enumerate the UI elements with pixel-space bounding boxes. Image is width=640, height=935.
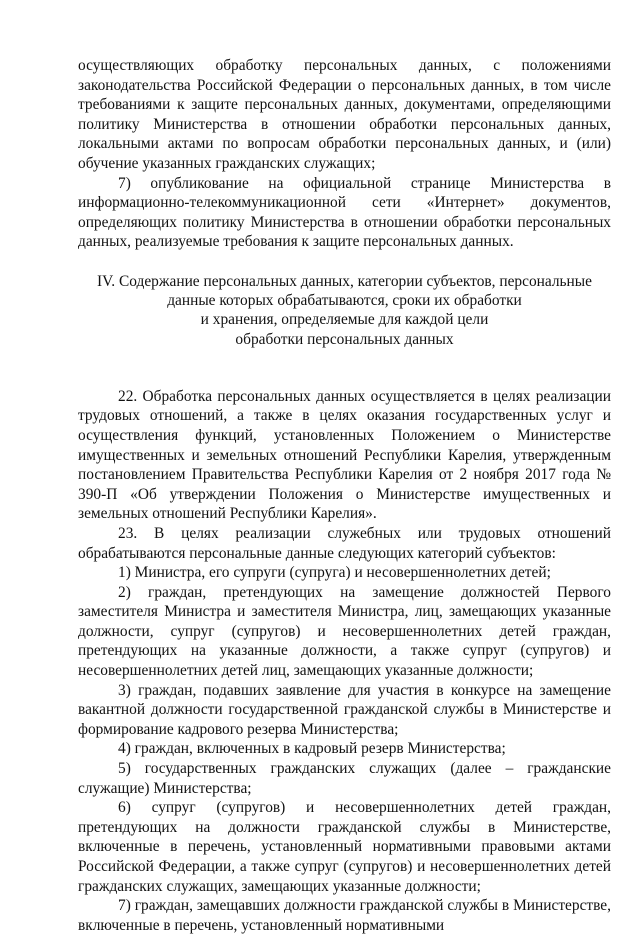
document-page [78,56,611,935]
category-1: 1) Министра, его супруги (супруга) и несовершеннолетних детей; [118,564,551,582]
paragraph-22: 22. Обработка персональных данных осуществляется в целях реализации трудовых отношений, а также в целях оказания государственных услуг и осуществления функций, установленных Положением о Министерстве имущественных и земельных отношений Республики Карелия, утвержденным постановлением Правительства Республики Карелия от 2 ноября 2017 года № 390-П «Об утверждении Положения о Министерстве имущественных и земельных отношений Республики Карелия». [78,387,611,523]
item-7-publication: 7) опубликование на официальной странице Министерства в информационно-телекоммуникационной сети «Интернет» документов, определяющих политику Министерства в отношении обработки персональных данных, реализуемые требования к защите персональных данных. [78,174,611,251]
paragraph-23: 23. В целях реализации служебных или трудовых отношений обрабатываются персональные данные следующих категорий субъектов: [78,524,611,562]
category-7: 7) граждан, замещавших должности гражданской службы в Министерстве, включенные в перечень, установленный нормативными [78,897,611,934]
category-3: 3) граждан, подавших заявление для участия в конкурсе на замещение вакантной должности государственной гражданской службы в Министерстве и формирование кадрового резерва Министерства; [78,681,611,738]
section-heading-line: данные которых обрабатываются, сроки их обработки [167,292,522,310]
section-heading-line: и хранения, определяемые для каждой цели [200,311,489,329]
category-4: 4) граждан, включенных в кадровый резерв Министерства; [118,740,506,758]
intro-paragraph: осуществляющих обработку персональных данных, с положениями законодательства Российской Федерации о персональных данных, в том числе требованиями к защите персональных данных, документами, определяющими политику Министерства в отношении обработки персональных данных, локальными актами по вопросам обработки персональных данных, и (или) обучение указанных гражданских служащих; [78,57,611,172]
category-2: 2) граждан, претендующих на замещение должностей Первого заместителя Министра и заместителя Министра, лиц, замещающих указанные должности, супруг (супругов) и несовершеннолетних детей граждан, претендующих на указанные должности, а также супруг (супругов) и несовершеннолетних детей лиц, замещающих указанные должности; [78,583,611,680]
section-heading-line: IV. Содержание персональных данных, категории субъектов, персональные [97,272,592,290]
category-6: 6) супруг (супругов) и несовершеннолетних детей граждан, претендующих на должности гражданской службы в Министерстве, включенные в перечень, установленный нормативными правовыми актами Российской Федерации, а также супруг (супругов) и несовершеннолетних детей гражданских служащих, замещающих указанные должности; [78,799,611,895]
section-heading [78,272,611,349]
category-5: 5) государственных гражданских служащих (далее – гражданские служащие) Министерства; [78,760,611,797]
section-heading-line: обработки персональных данных [235,330,454,348]
